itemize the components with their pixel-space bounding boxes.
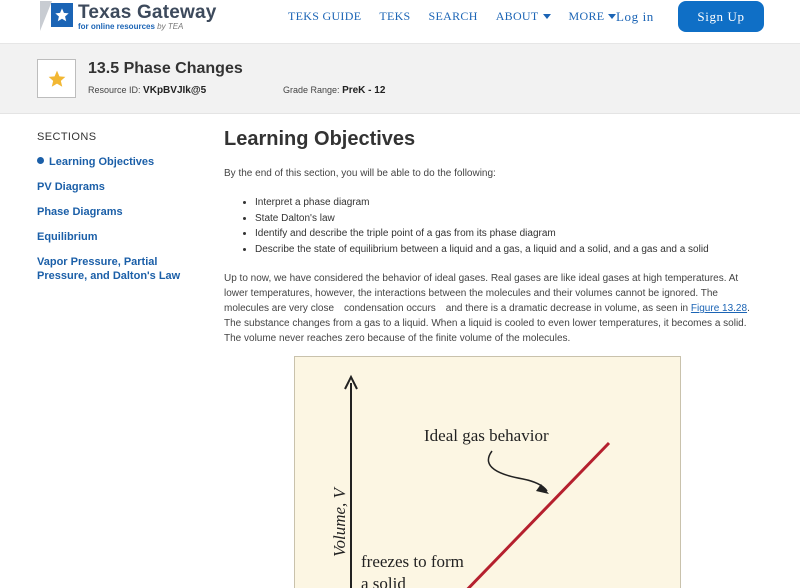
logo-subtitle: for online resources by TEA <box>78 22 184 31</box>
sidebar-item-phase-diagrams[interactable]: Phase Diagrams <box>37 206 123 218</box>
nav-teks-guide[interactable]: TEKS GUIDE <box>288 9 362 23</box>
phase-change-figure <box>294 356 681 588</box>
sidebar-item-pv-diagrams[interactable]: PV Diagrams <box>37 181 105 193</box>
ideal-gas-line <box>460 443 609 588</box>
nav-search[interactable]: SEARCH <box>428 9 478 23</box>
intro-text: By the end of this section, you will be able to do the following: <box>224 168 496 179</box>
sections-heading: SECTIONS <box>37 131 97 143</box>
list-item: • Interpret a phase diagram <box>255 195 764 211</box>
sidebar-item-equilibrium[interactable]: Equilibrium <box>37 231 98 243</box>
section-heading: Learning Objectives <box>224 128 416 150</box>
figure-link[interactable]: Figure 13.28 <box>690 303 748 314</box>
texas-gateway-logo[interactable] <box>40 1 217 35</box>
favorite-button[interactable] <box>37 59 76 98</box>
logo-star-icon <box>40 1 74 31</box>
arrowhead-icon <box>536 484 549 494</box>
nav-more[interactable]: MORE <box>569 9 617 24</box>
grade-range: Grade Range: PreK - 12 <box>283 85 386 96</box>
sidebar-item-vapor-pressure[interactable]: Vapor Pressure, Partial Pressure, and Dalton's Law <box>37 256 181 282</box>
sections-sidebar <box>37 131 197 294</box>
list-item: • Identify and describe the triple point of a gas from its phase diagram <box>255 226 764 242</box>
list-item: • State Dalton's law <box>255 211 764 227</box>
annotation-arrow <box>488 451 547 491</box>
list-item: • Describe the state of equilibrium between a liquid and a gas, a liquid and a solid, and a gas and a solid <box>255 242 764 258</box>
nav-about[interactable]: ABOUT <box>496 9 551 24</box>
top-navbar <box>0 0 800 44</box>
active-dot-icon <box>37 157 44 164</box>
signup-button[interactable]: Sign Up <box>678 1 764 32</box>
freeze-annotation-line1: freezes to form <box>361 552 464 571</box>
login-link[interactable]: Log in <box>616 9 654 24</box>
figure-graphic <box>295 357 681 588</box>
sidebar-item-learning-objectives[interactable]: Learning Objectives <box>37 155 197 169</box>
nav-teks[interactable]: TEKS <box>379 9 411 23</box>
objectives-list <box>224 195 764 257</box>
chevron-down-icon <box>543 14 551 19</box>
star-icon <box>47 69 67 89</box>
body-paragraph: Up to now, we have considered the behavior of ideal gases. Real gases are like ideal gases at high temperatures. At lower temperatures, however, the interactions between the molecules and their volumes cannot be ignored. The molecules are very close condensation occurs and there is a dramatic decrease in volume, as seen in Figure 13.28. The substance changes from a gas to a liquid. When a liquid is cooled to even lower temperatures, it becomes a solid. The volume never reaches zero because of the finite volume of the molecules. <box>224 273 750 344</box>
logo-title: Texas Gateway <box>78 2 217 23</box>
main-nav <box>288 9 634 24</box>
resource-title: 13.5 Phase Changes <box>88 60 243 77</box>
resource-header <box>0 44 800 114</box>
ideal-gas-annotation: Ideal gas behavior <box>424 426 549 445</box>
main-content <box>224 124 764 346</box>
resource-id: Resource ID: VKpBVJIk@5 <box>88 85 207 96</box>
freeze-annotation-line2: a solid <box>361 574 406 588</box>
y-axis-label: Volume, V <box>330 488 349 557</box>
